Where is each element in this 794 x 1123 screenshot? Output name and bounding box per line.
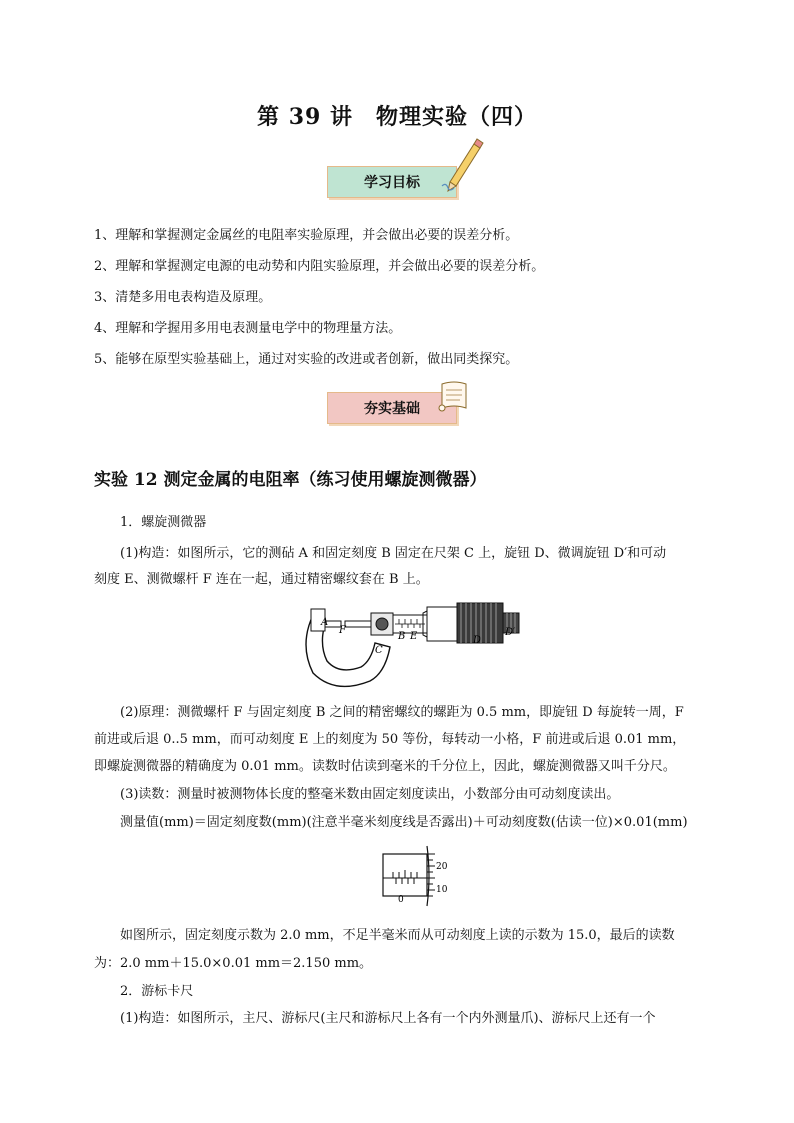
scroll-icon [436,378,472,418]
label-d-prime: D′ [505,627,516,638]
label-d: D [473,635,482,646]
paragraph-structure-line1: (1)构造：如图所示，它的测砧 A 和固定刻度 B 固定在尺架 C 上，旋钮 D、微调旋钮 D′和可动 [120,546,667,561]
section-1-heading: 1．螺旋测微器 [120,515,207,530]
foundations-banner-label: 夯实基础 [364,401,420,417]
label-f: F [339,625,346,636]
label-c: C [375,645,383,656]
goal-item-4: 4、理解和学握用多用电表测量电学中的物理量方法。 [94,321,402,336]
tick-10: 10 [436,885,448,895]
goal-item-3: 3、清楚多用电表构造及原理。 [94,290,272,305]
paragraph-principle-line3: 即螺旋测微器的精确度为 0.01 mm。读数时估读到毫米的千分位上，因此，螺旋测微器又叫千分尺。 [94,759,676,774]
label-e: E [410,631,418,642]
tick-0: 0 [398,895,404,905]
section-2-heading: 2．游标卡尺 [120,984,194,999]
paragraph-principle-line2: 前进或后退 0..5 mm，而可动刻度 E 上的刻度为 50 等份，每转动一小格，F 前进或后退 0.01 mm， [94,732,686,747]
paragraph-example-line1: 如图所示，固定刻度示数为 2.0 mm，不足半毫米而从可动刻度上读的示数为 15.0，最后的读数 [120,928,675,943]
learning-goals-banner-box [327,166,457,198]
micrometer-figure [295,595,535,697]
paragraph-caliper-structure: (1)构造：如图所示，主尺、游标尺(主尺和游标尺上各有一个内外测量爪)、游标尺上还有一个 [120,1011,656,1026]
paragraph-reading: (3)读数：测量时被测物体长度的整毫米数由固定刻度读出，小数部分由可动刻度读出。 [120,787,620,802]
paragraph-principle-line1: (2)原理：测微螺杆 F 与固定刻度 B 之间的精密螺纹的螺距为 0.5 mm，即旋钮 D 每旋转一周，F [120,705,684,720]
paragraph-structure-line2: 刻度 E、测微螺杆 F 连在一起，通过精密螺纹套在 B 上。 [94,572,429,587]
paragraph-example-line2: 为：2.0 mm＋15.0×0.01 mm＝2.150 mm。 [94,956,373,971]
tick-20: 20 [436,862,448,872]
micrometer-reading-figure [365,840,455,910]
page-title: 第 39 讲 物理实验（四） [257,104,537,130]
learning-goals-banner-label: 学习目标 [364,175,420,191]
goal-item-1: 1、理解和掌握测定金属丝的电阻率实验原理，并会做出必要的误差分析。 [94,228,519,243]
pencil-icon [440,136,484,194]
label-b: B [398,631,406,642]
formula-line: 测量值(mm)＝固定刻度数(mm)(注意半毫米刻度线是否露出)＋可动刻度数(估读一位)×0.01(mm) [120,815,688,830]
goal-item-5: 5、能够在原型实验基础上，通过对实验的改进或者创新，做出同类探究。 [94,352,519,367]
goal-item-2: 2、理解和掌握测定电源的电动势和内阻实验原理，并会做出必要的误差分析。 [94,259,545,274]
label-a: A [321,617,329,628]
experiment-heading: 实验 12 测定金属的电阻率（练习使用螺旋测微器） [94,470,487,490]
